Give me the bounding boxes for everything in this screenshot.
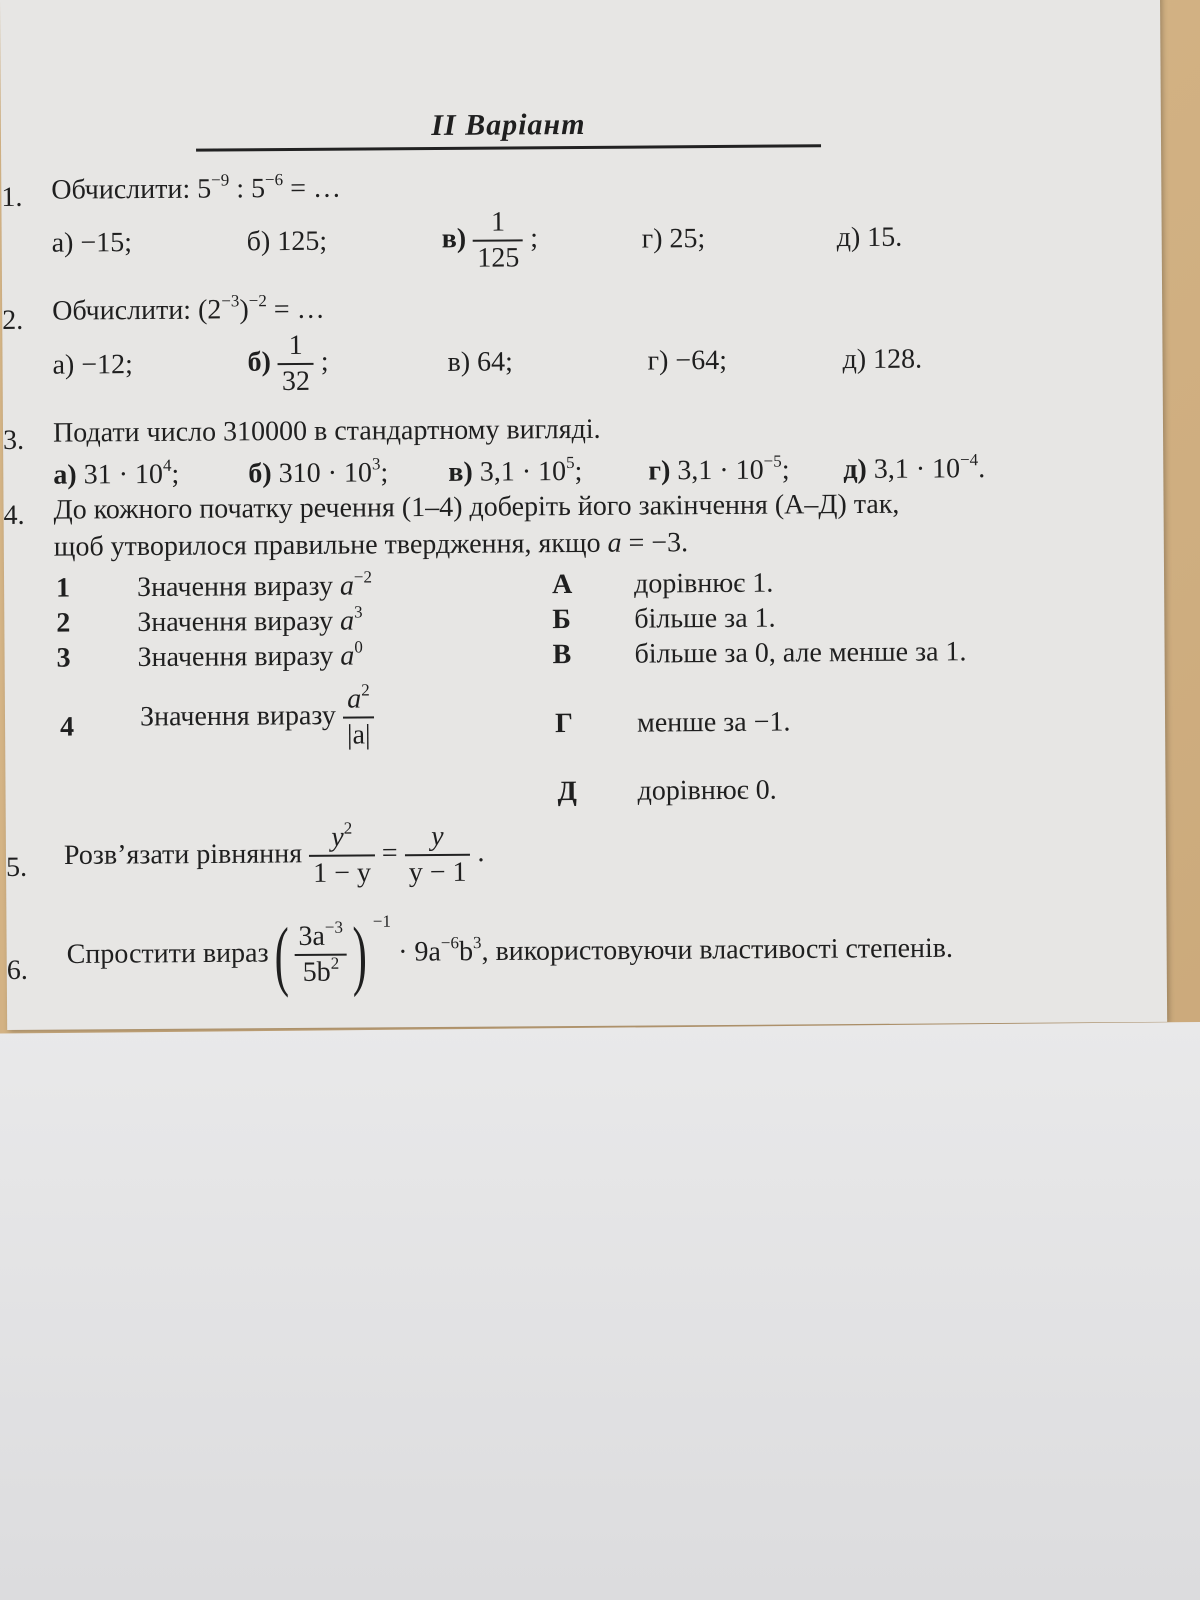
q1-prompt: Обчислити: $5^{-9}$ : $5^{-6}$ = … bbox=[51, 170, 342, 206]
variant-heading: II Варіант bbox=[431, 107, 586, 142]
q5-prompt: Розв’язати рівняння $\frac{y^2}{1 - y}$ = $\frac{y}{y - 1}$ . bbox=[63, 818, 485, 889]
q1-option-a: а) −15; bbox=[51, 227, 133, 259]
q5-number: 5. bbox=[5, 851, 28, 883]
q4-right-b-letter: Б bbox=[552, 604, 571, 636]
q1-option-b: б) 125; bbox=[246, 225, 328, 258]
blank-paper-sheet bbox=[0, 1022, 1200, 1600]
q3-option-b: б) $310 \cdot 10^3$; bbox=[248, 454, 389, 490]
q4-right-v: більше за 0, але менше за 1. bbox=[634, 636, 967, 670]
q2-prompt: Обчислити: $(2^{-3})^{-2}$ = … bbox=[52, 291, 325, 327]
q4-left-1: Значення виразу $a^{-2}$ bbox=[136, 567, 372, 604]
q4-left-3: Значення виразу $a^0$ bbox=[137, 637, 363, 674]
q4-prompt-line2: щоб утворилося правильне твердження, якщо a = −3. bbox=[53, 527, 689, 563]
q4-right-a: дорівнює 1. bbox=[633, 567, 774, 600]
q2-option-g: г) −64; bbox=[647, 344, 728, 377]
q5-lhs-fraction: $\frac{y^2}{1 - y}$ bbox=[309, 823, 375, 887]
q3-option-a: а) $31 \cdot 10^4$; bbox=[53, 455, 180, 491]
q4-right-a-letter: А bbox=[551, 569, 573, 601]
q4-right-b: більше за 1. bbox=[634, 602, 776, 635]
q3-option-g: г) $3,1 \cdot 10^{-5}$; bbox=[648, 451, 790, 487]
q4-left-4-number: 4 bbox=[59, 711, 75, 743]
q4-right-v-letter: В bbox=[552, 639, 572, 671]
q4-right-d-letter: Д bbox=[557, 775, 577, 808]
q3-option-v: в) $3,1 \cdot 10^5$; bbox=[448, 453, 583, 488]
q4-right-d: дорівнює 0. bbox=[637, 774, 777, 807]
q2-number: 2. bbox=[2, 304, 24, 336]
q4-left-4-fraction: $\frac{a^2}{|a|}$ bbox=[343, 685, 375, 749]
q1-number: 1. bbox=[1, 181, 23, 213]
q2-option-a: а) −12; bbox=[52, 349, 133, 381]
q1-option-v-fraction: $\frac{1}{125}$ bbox=[473, 208, 523, 272]
q4-left-2-number: 2 bbox=[56, 607, 71, 639]
q4-left-3-number: 3 bbox=[56, 642, 71, 674]
q3-option-d: д) $3,1 \cdot 10^{-4}$. bbox=[843, 450, 986, 486]
q4-prompt-line1: До кожного початку речення (1–4) доберіть його закінчення (А–Д) так, bbox=[53, 488, 900, 526]
q2-option-v: в) 64; bbox=[447, 346, 513, 378]
q4-right-g: менше за −1. bbox=[636, 706, 791, 739]
q2-option-d: д) 128. bbox=[842, 343, 923, 376]
q3-prompt: Подати число 310000 в стандартному вигляді. bbox=[52, 413, 601, 449]
q6-prompt: Спростити вираз( $\frac{3a^{-3}}{5b^2}$ ) $^{-1} \cdot 9a^{-6}b^3$, використовуючи властивості степенів. bbox=[66, 910, 954, 999]
q2-option-b: б) $\frac{1}{32}$ ; bbox=[247, 329, 329, 398]
q6-fraction: $\frac{3a^{-3}}{5b^2}$ bbox=[294, 923, 347, 987]
q4-number: 4. bbox=[3, 499, 25, 531]
q4-left-1-number: 1 bbox=[55, 572, 71, 604]
q1-option-g: г) 25; bbox=[641, 223, 706, 255]
heading-underline bbox=[196, 144, 821, 151]
q5-rhs-fraction: $\frac{y}{y - 1}$ bbox=[404, 823, 470, 887]
q6-number: 6. bbox=[6, 954, 28, 986]
q4-left-2: Значення виразу $a^3$ bbox=[137, 602, 363, 639]
q3-number: 3. bbox=[2, 424, 25, 456]
q1-option-v: в) $\frac{1}{125}$ ; bbox=[441, 206, 539, 274]
q4-right-g-letter: Г bbox=[554, 708, 574, 740]
q1-option-d: д) 15. bbox=[836, 221, 903, 254]
q4-left-4: Значення виразу $\frac{a^2}{|a|}$ bbox=[140, 685, 375, 751]
q2-option-b-fraction: $\frac{1}{32}$ bbox=[278, 332, 314, 396]
